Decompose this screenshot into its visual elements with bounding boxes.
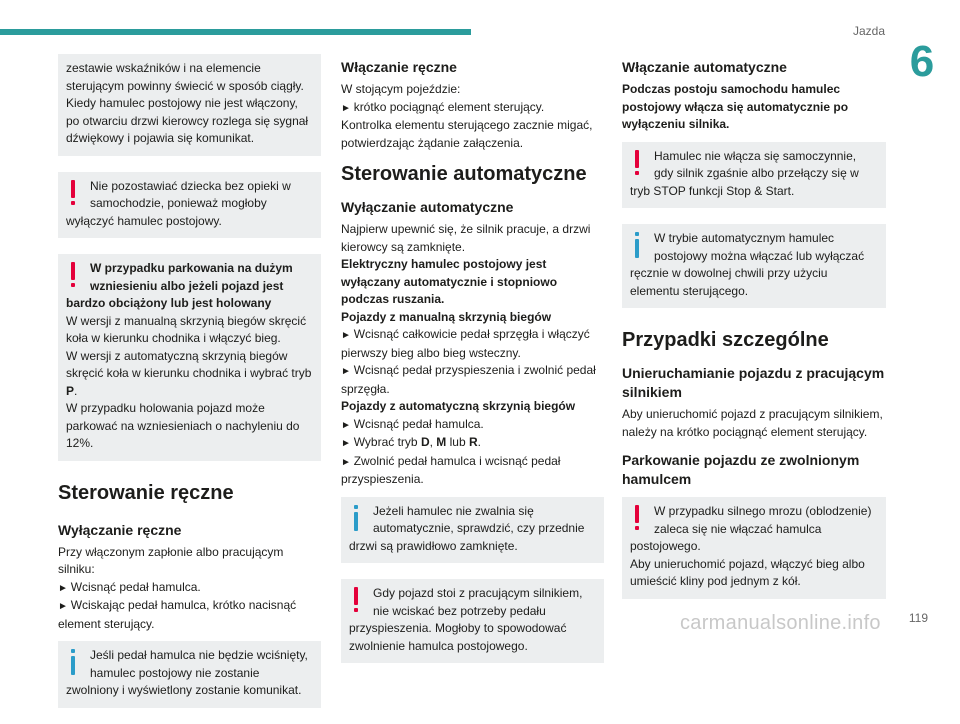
subsection-heading: Unieruchamianie pojazdu z pracującym silnikiem <box>622 365 885 400</box>
info-text: Jeżeli hamulec nie zwalnia się automatycznie, sprawdzić, czy przednie drzwi są prawidłowo zamknięte. <box>349 503 585 553</box>
paragraph-bold: Pojazdy z manualną skrzynią biegów <box>341 309 552 324</box>
subsection-heading: Wyłączanie ręczne <box>58 521 182 538</box>
bullet-item: ► Wcisnąć pedał hamulca. <box>341 416 604 435</box>
warning-icon <box>630 505 644 531</box>
paragraph: Przy włączonym zapłonie albo pracującym silniku: <box>58 544 284 576</box>
paragraph: Kontrolka elementu sterującego zacznie migać, potwierdzając żądanie załączenia. <box>341 118 593 150</box>
paragraph: Najpierw upewnić się, że silnik pracuje, a drzwi kierowcy są zamknięte. <box>341 222 591 254</box>
paragraph-bold: Elektryczny hamulec postojowy jest wyłączany automatycznie i stopniowo podczas ruszania. <box>341 257 558 306</box>
warning-box <box>622 497 886 599</box>
warning-icon <box>630 150 644 176</box>
section-heading: Sterowanie automatyczne <box>341 163 587 185</box>
warning-text: Hamulec nie włącza się samoczynnie, gdy silnik zgaśnie albo przełączy się w tryb STOP funkcji Stop & Start. <box>630 148 859 198</box>
subsection-heading: Włączanie ręczne <box>341 59 457 75</box>
watermark: carmanualsonline.info <box>680 612 881 634</box>
info-text: Jeśli pedał hamulca nie będzie wciśnięty, hamulec postojowy nie zostanie zwolniony i wyświetlony zostanie komunikat. <box>66 648 308 697</box>
paragraph-bold: Podczas postoju samochodu hamulec postojowy włącza się automatycznie po wyłączeniu silnika. <box>622 82 849 131</box>
info-box <box>58 641 321 708</box>
bullet-item: ► Zwolnić pedał hamulca i wcisnąć pedał przyspieszenia. <box>341 453 604 489</box>
note-text: zestawie wskaźników i na elemencie sterującym powinny świecić w sposób ciągły. Kiedy hamulec postojowy nie jest włączony, po otwarciu drzwi kierowcy rozlega się sygnał dźwiękowy i pojawia się komunikat. <box>66 61 309 145</box>
warning-icon <box>66 180 80 206</box>
header-accent-bar <box>0 29 471 35</box>
bullet-item: ► Wcisnąć całkowicie pedał sprzęgła i włączyć pierwszy bieg albo bieg wsteczny. <box>341 326 604 362</box>
bullet-item: ► Wciskając pedał hamulca, krótko nacisnąć element sterujący. <box>58 597 321 633</box>
warning-icon <box>66 262 80 288</box>
warning-icon <box>349 587 363 613</box>
warning-box <box>341 579 604 663</box>
paragraph: Aby unieruchomić pojazd z pracującym silnikiem, należy na krótko pociągnąć element sterujący. <box>622 407 883 439</box>
bullet-item: ► Wcisnąć pedał przyspieszenia i zwolnić pedał sprzęgła. <box>341 362 604 398</box>
info-icon <box>66 649 80 675</box>
warning-text: Nie pozostawiać dziecka bez opieki w samochodzie, ponieważ mogłoby wyłączyć hamulec postojowy. <box>66 178 291 228</box>
subsection-heading: Parkowanie pojazdu ze zwolnionym hamulcem <box>622 452 860 487</box>
warning-text: W wersji z manualną skrzynią biegów skręcić koła w kierunku chodnika i włączyć bieg. <box>66 313 307 345</box>
info-icon <box>630 232 644 258</box>
info-text: W trybie automatycznym hamulec postojowy można włączać lub wyłączać ręcznie w dowolnej chwili przy użyciu elementu sterującego. <box>630 231 865 298</box>
warning-box <box>58 254 321 461</box>
note-box <box>58 54 321 156</box>
section-heading: Przypadki szczególne <box>622 329 829 351</box>
info-box <box>622 224 886 308</box>
bullet-item: ► krótko pociągnąć element sterujący. <box>341 99 604 118</box>
info-icon <box>349 505 363 531</box>
column-left <box>58 54 321 724</box>
warning-box <box>622 142 886 209</box>
warning-text: Aby unieruchomić pojazd, włączyć bieg albo umieścić kliny pod jednym z kół. <box>630 556 865 588</box>
section-title: Jazda <box>852 24 885 38</box>
chapter-number: 6 <box>909 37 935 86</box>
bullet-item: ► Wcisnąć pedał hamulca. <box>58 579 321 598</box>
bullet-item: ► Wybrać tryb D, M lub R. <box>341 434 604 453</box>
warning-title: W przypadku parkowania na dużym wzniesieniu albo jeżeli pojazd jest bardzo obciążony lub jest holowany <box>66 261 293 310</box>
warning-text: Gdy pojazd stoi z pracującym silnikiem, nie wciskać bez potrzeby pedału przyspieszenia. Mogłoby to spowodować zwolnienie hamulca postojowego. <box>349 586 583 653</box>
warning-text: W przypadku silnego mrozu (oblodzenie) zaleca się nie włączać hamulca postojowego. <box>630 504 872 553</box>
warning-text: W wersji z automatyczną skrzynią biegów skręcić koła w kierunku chodnika i wybrać tryb P. <box>66 348 312 398</box>
section-heading: Sterowanie ręczne <box>58 481 234 504</box>
page-number: 119 <box>908 611 928 625</box>
column-right <box>622 54 886 615</box>
subsection-heading: Włączanie automatyczne <box>622 59 787 75</box>
warning-box <box>58 172 321 239</box>
info-box <box>341 497 604 564</box>
paragraph-bold: Pojazdy z automatyczną skrzynią biegów <box>341 399 576 413</box>
subsection-heading: Wyłączanie automatyczne <box>341 199 514 215</box>
warning-text: W przypadku holowania pojazd może parkować na wzniesieniach o nachyleniu do 12%. <box>66 401 300 450</box>
paragraph: W stojącym pojeździe: <box>341 82 461 96</box>
column-middle <box>341 54 604 679</box>
